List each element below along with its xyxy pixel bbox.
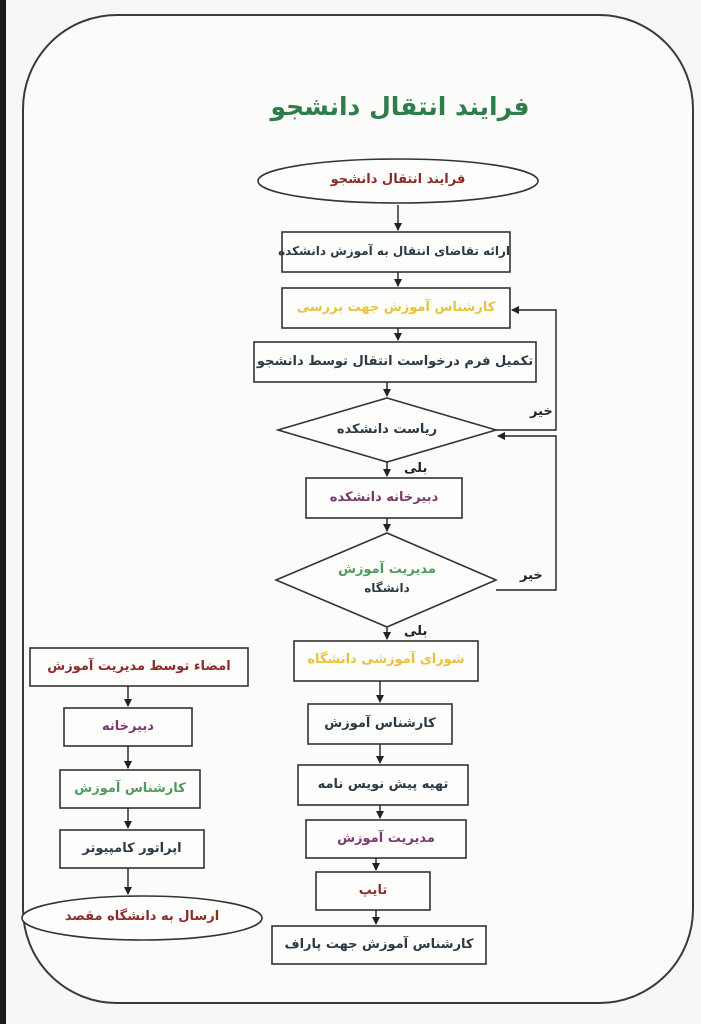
sign-mgmt-label: امضاء توسط مدیریت آموزش [47,659,231,674]
univ-mgmt-label-2: دانشگاه [364,581,410,595]
typing-label: تایپ [358,883,388,898]
operator-label: اپراتور کامپیوتر [82,841,182,856]
edu-mgmt-label: مدیریت آموزش [337,831,435,846]
send-label: ارسال به دانشگاه مقصد [64,909,220,924]
page-title: فرایند انتقال دانشجو [270,92,530,121]
expert-paraph-label: کارشناس آموزش جهت پاراف [284,937,474,952]
yes-label-mgmt: بلی [404,624,428,639]
no-label-mgmt: خیر [520,568,543,583]
faculty-secretariat-label: دبیرخانه دانشکده [329,490,439,505]
expert-label: کارشناس آموزش [324,716,436,731]
arrow-no-loop-mgmt [496,436,556,590]
request-label: ارائه تقاضای انتقال به آموزش دانشکده [278,244,510,258]
fill-form-label: تکمیل فرم درخواست انتقال توسط دانشجو [256,354,534,369]
no-label-dean: خیر [530,404,553,419]
start-label: فرایند انتقال دانشجو [330,172,466,187]
univ-mgmt-label-1: مدیریت آموزش [338,562,436,577]
expert-review-label: کارشناس آموزش جهت بررسی [296,300,496,315]
draft-label: تهیه پیش نویس نامه [317,777,449,792]
edu-council-label: شورای آموزشی دانشگاه [307,652,465,667]
secretariat-label: دبیرخانه [102,719,154,734]
univ-mgmt-diamond [276,533,496,627]
expert-left-label: کارشناس آموزش [74,781,186,796]
dean-label: ریاست دانشکده [336,422,438,437]
yes-label-dean: بلی [404,461,428,476]
